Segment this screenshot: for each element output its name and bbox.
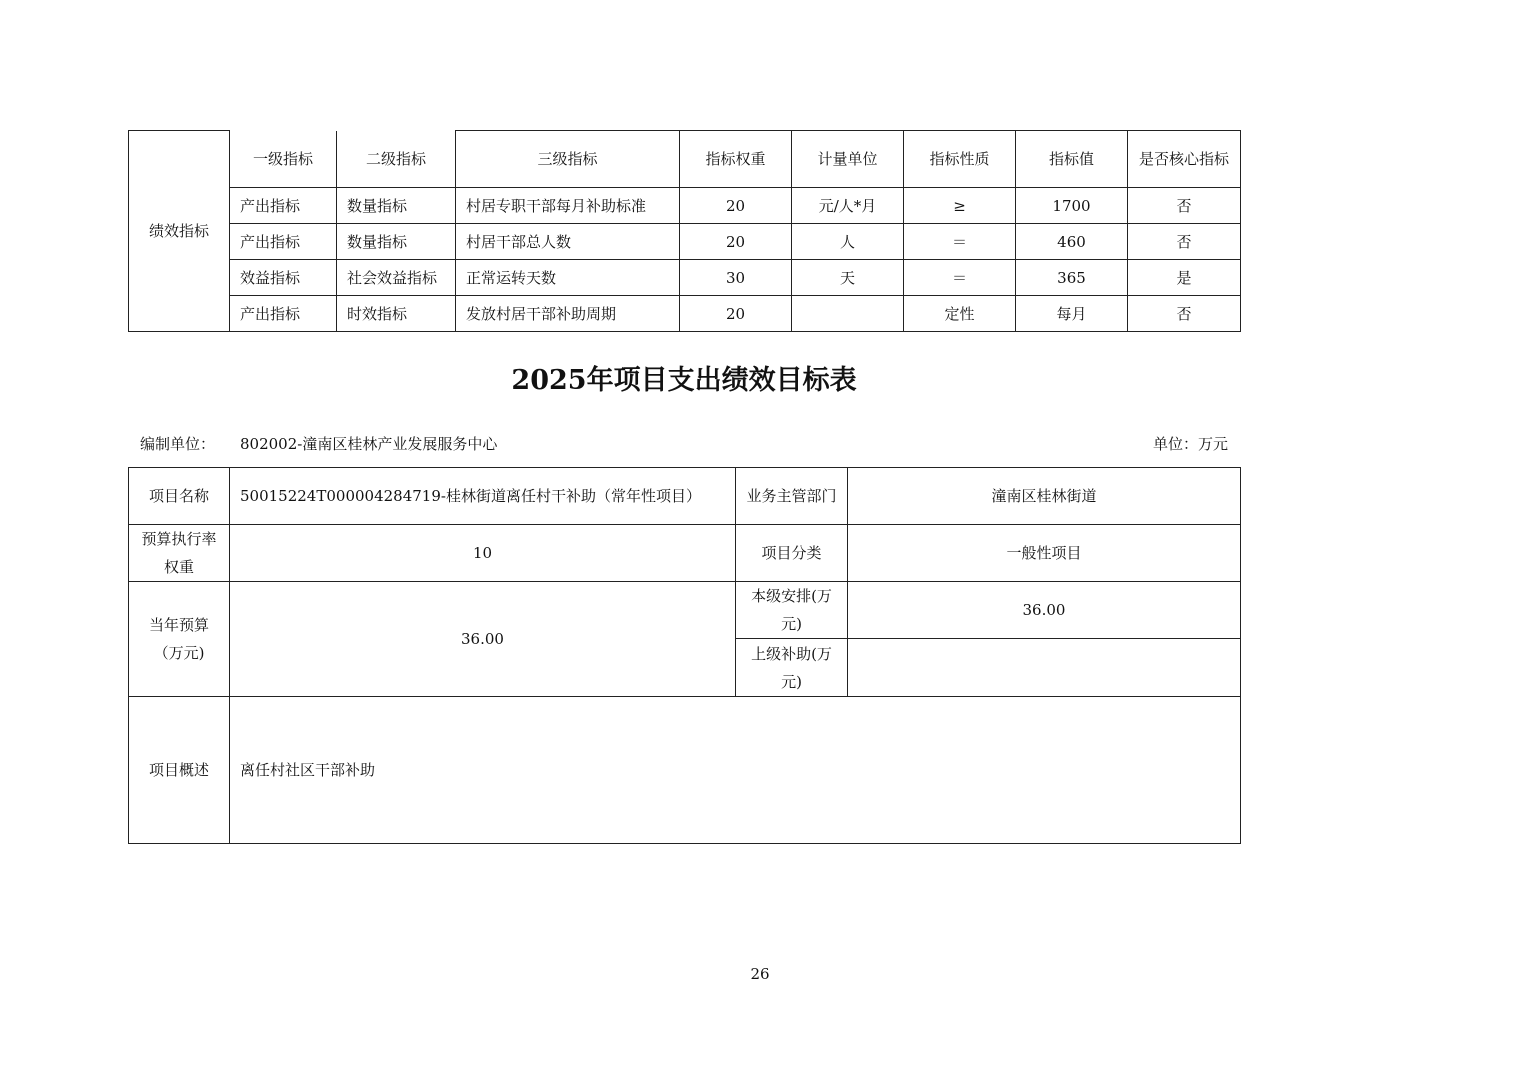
category-value: 一般性项目	[848, 525, 1241, 582]
compiler-org: 802002-潼南区桂林产业发展服务中心	[240, 435, 498, 453]
unit-label: 单位：万元	[1152, 435, 1228, 453]
cell-value: 365	[1016, 260, 1128, 296]
cell-unit	[792, 296, 904, 332]
cell-value: 每月	[1016, 296, 1128, 332]
page-number: 26	[750, 965, 770, 983]
cell-core: 是	[1128, 260, 1241, 296]
cell-level2: 数量指标	[337, 188, 456, 224]
dept-value: 潼南区桂林街道	[848, 468, 1241, 525]
cell-weight: 20	[680, 296, 792, 332]
cell-weight: 20	[680, 188, 792, 224]
table-row	[129, 296, 1241, 332]
cell-level1: 效益指标	[230, 260, 337, 296]
local-label: 本级安排(万元)	[736, 582, 848, 639]
page-title: 2025年项目支出绩效目标表	[511, 365, 857, 396]
project-name-label: 项目名称	[129, 468, 230, 525]
cell-weight: 20	[680, 224, 792, 260]
table-row	[129, 260, 1241, 296]
header-unit: 计量单位	[792, 131, 904, 188]
cell-unit: 元/人*月	[792, 188, 904, 224]
cell-level3: 正常运转天数	[456, 260, 680, 296]
exec-weight-label: 预算执行率权重	[129, 525, 230, 582]
cell-value: 460	[1016, 224, 1128, 260]
budget-value: 36.00	[230, 582, 736, 697]
header-weight: 指标权重	[680, 131, 792, 188]
cell-nature: ≥	[904, 188, 1016, 224]
cell-level1: 产出指标	[230, 224, 337, 260]
table-row	[129, 188, 1241, 224]
cell-level1: 产出指标	[230, 188, 337, 224]
cell-level1: 产出指标	[230, 296, 337, 332]
table-row	[129, 224, 1241, 260]
cell-level2: 时效指标	[337, 296, 456, 332]
local-value: 36.00	[848, 582, 1241, 639]
cell-level2: 数量指标	[337, 224, 456, 260]
header-nature: 指标性质	[904, 131, 1016, 188]
summary-value: 离任村社区干部补助	[230, 697, 1241, 844]
header-level1: 一级指标	[230, 131, 337, 188]
cell-core: 否	[1128, 224, 1241, 260]
header-level3: 三级指标	[456, 131, 680, 188]
cell-core: 否	[1128, 296, 1241, 332]
upper-label: 上级补助(万元)	[736, 639, 848, 697]
cell-level3: 村居专职干部每月补助标准	[456, 188, 680, 224]
project-info-table	[128, 467, 1241, 844]
exec-weight-value: 10	[230, 525, 736, 582]
cell-core: 否	[1128, 188, 1241, 224]
cell-nature: ＝	[904, 224, 1016, 260]
cell-weight: 30	[680, 260, 792, 296]
cell-level3: 发放村居干部补助周期	[456, 296, 680, 332]
cell-level2: 社会效益指标	[337, 260, 456, 296]
cell-value: 1700	[1016, 188, 1128, 224]
compiler-label: 编制单位：	[140, 435, 216, 453]
header-core: 是否核心指标	[1128, 131, 1241, 188]
cell-unit: 天	[792, 260, 904, 296]
compiler-line	[128, 430, 1240, 458]
header-level2: 二级指标	[337, 131, 456, 188]
category-label: 项目分类	[736, 525, 848, 582]
cell-nature: ＝	[904, 260, 1016, 296]
perf-row-label: 绩效指标	[129, 131, 230, 332]
dept-label: 业务主管部门	[736, 468, 848, 525]
cell-unit: 人	[792, 224, 904, 260]
summary-label: 项目概述	[129, 697, 230, 844]
upper-value	[848, 639, 1241, 697]
budget-label: 当年预算（万元)	[129, 582, 230, 697]
project-name-value: 50015224T000004284719-桂林街道离任村干补助（常年性项目）	[230, 468, 736, 525]
header-value: 指标值	[1016, 131, 1128, 188]
cell-nature: 定性	[904, 296, 1016, 332]
performance-indicator-table	[128, 130, 1241, 332]
cell-level3: 村居干部总人数	[456, 224, 680, 260]
